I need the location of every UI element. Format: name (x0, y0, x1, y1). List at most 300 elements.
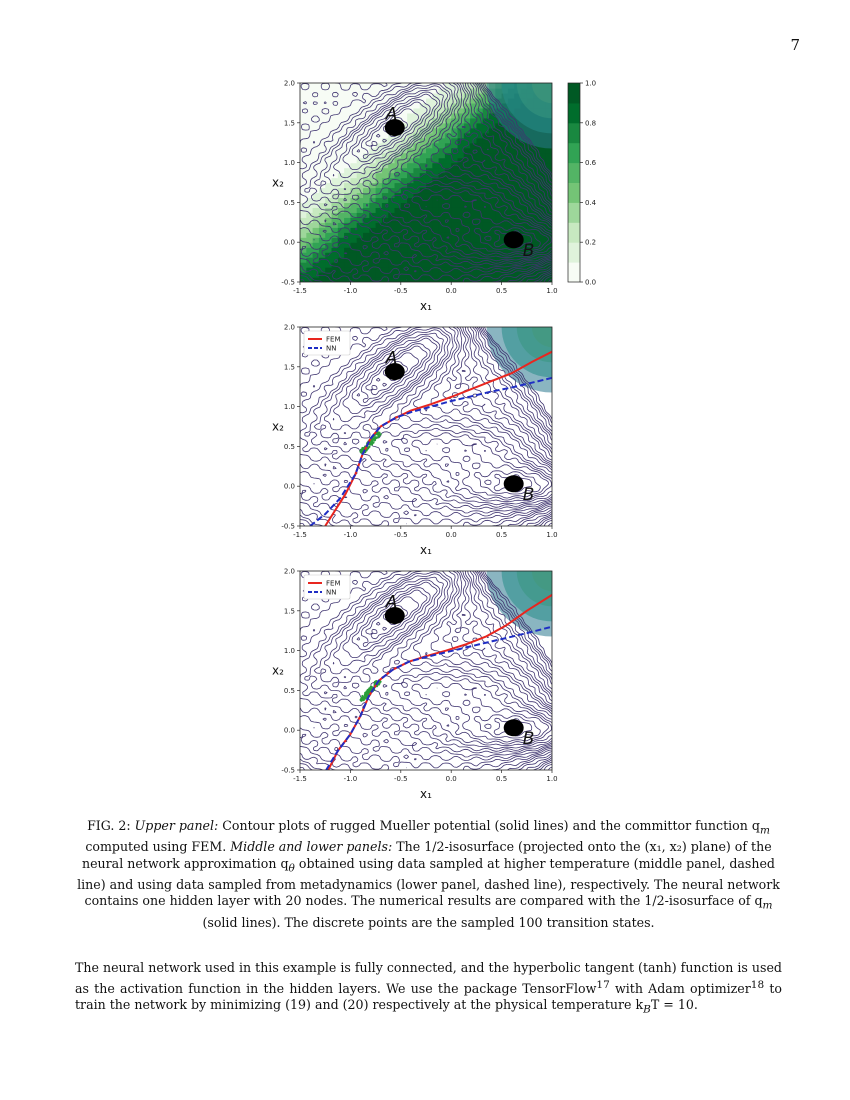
heatmap-cell (439, 138, 446, 144)
colorbar-band (568, 222, 580, 242)
heatmap-cell (470, 128, 477, 134)
heatmap-cell (325, 103, 332, 109)
caption-text-2: computed using FEM. (85, 839, 231, 855)
heatmap-cell (382, 153, 389, 159)
heatmap-cell (451, 197, 458, 203)
heatmap-cell (420, 217, 427, 223)
y-tick-label: -0.5 (281, 522, 295, 531)
heatmap-cell (300, 143, 307, 149)
heatmap-cell (401, 272, 408, 278)
y-tick-label: 2.0 (283, 323, 295, 332)
heatmap-cell (458, 227, 465, 233)
heatmap-cell (426, 262, 433, 268)
x-tick-label: 1.0 (546, 531, 558, 539)
heatmap-cell (350, 242, 357, 248)
x-tick-label: 0.5 (496, 531, 508, 539)
heatmap-cell (376, 183, 383, 189)
heatmap-cell (338, 232, 345, 238)
heatmap-cell (344, 143, 351, 149)
colorbar-tick-label: 0.0 (585, 278, 597, 287)
heatmap-cell (445, 163, 452, 169)
heatmap-cell (350, 173, 357, 179)
heatmap-cell (439, 217, 446, 223)
heatmap-cell (313, 222, 320, 228)
heatmap-cell (319, 262, 326, 268)
heatmap-cell (344, 192, 351, 198)
heatmap-cell (363, 143, 370, 149)
heatmap-cell (426, 158, 433, 164)
heatmap-cell (306, 237, 313, 243)
heatmap-cell (420, 153, 427, 159)
heatmap-cell (445, 262, 452, 268)
heatmap-cell (388, 88, 395, 94)
heatmap-cell (401, 202, 408, 208)
colorbar (568, 80, 597, 287)
heatmap-cell (476, 148, 483, 154)
heatmap-cell (426, 98, 433, 104)
heatmap-cell (445, 148, 452, 154)
heatmap-cell (483, 113, 490, 119)
caption-text-5: (solid lines). The discrete points are the sampled 100 transition states. (202, 914, 655, 930)
heatmap-cell (458, 173, 465, 179)
y-axis-label: x₂ (272, 175, 284, 190)
heatmap-cell (376, 242, 383, 248)
heatmap-cell (306, 207, 313, 213)
heatmap-cell (332, 123, 339, 129)
heatmap-cell (300, 88, 307, 94)
heatmap-cell (508, 148, 515, 154)
transition-state-point (367, 690, 369, 692)
heatmap-cell (470, 227, 477, 233)
heatmap-cell (344, 262, 351, 268)
minimum-b-marker (504, 231, 524, 248)
heatmap-cell (363, 217, 370, 223)
heatmap-cell (338, 197, 345, 203)
heatmap-cell (313, 207, 320, 213)
x-tick-label: -1.0 (343, 287, 358, 295)
heatmap-cell (445, 83, 452, 89)
heatmap-cell (332, 237, 339, 243)
heatmap-cell (325, 232, 332, 238)
minimum-b-marker (504, 719, 524, 736)
heatmap-cell (300, 133, 307, 139)
heatmap-cell (483, 212, 490, 218)
heatmap-cell (514, 217, 521, 223)
upper-panel-chart (250, 74, 610, 314)
heatmap-cell (451, 187, 458, 193)
heatmap-cell (432, 168, 439, 174)
heatmap-cell (451, 272, 458, 278)
heatmap-cell (439, 93, 446, 99)
heatmap-cell (413, 183, 420, 189)
heatmap-cell (432, 232, 439, 238)
x-tick-label: 0.0 (445, 287, 457, 295)
heatmap-cell (470, 212, 477, 218)
heatmap-cell (350, 222, 357, 228)
heatmap-cell (350, 257, 357, 263)
x-tick-label: 0.0 (445, 775, 457, 783)
heatmap-cell (439, 227, 446, 233)
heatmap-cell (325, 237, 332, 243)
heatmap-cell (470, 163, 477, 169)
heatmap-cell (376, 207, 383, 213)
transition-state-point (365, 696, 367, 698)
heatmap-cell (313, 237, 320, 243)
heatmap-cell (325, 128, 332, 134)
heatmap-cell (502, 143, 509, 149)
heatmap-cell (363, 242, 370, 248)
heatmap-cell (439, 212, 446, 218)
heatmap-cell (369, 272, 376, 278)
heatmap-cell (369, 197, 376, 203)
heatmap-cell (502, 247, 509, 253)
heatmap-cell (344, 178, 351, 184)
heatmap-cell (476, 222, 483, 228)
heatmap-cell (483, 143, 490, 149)
heatmap-cell (432, 197, 439, 203)
heatmap-cell (476, 178, 483, 184)
heatmap-cell (502, 212, 509, 218)
transition-state-point (377, 434, 379, 436)
heatmap-cell (476, 143, 483, 149)
figure-caption (75, 818, 782, 931)
caption-label: FIG. 2: (87, 818, 135, 833)
heatmap-cell (332, 173, 339, 179)
heatmap-cell (489, 212, 496, 218)
heatmap-cell (451, 252, 458, 258)
heatmap-cell (300, 118, 307, 124)
transition-state-point (368, 446, 370, 448)
heatmap-cell (395, 207, 402, 213)
heatmap-cell (401, 113, 408, 119)
heatmap-cell (388, 237, 395, 243)
x-tick-label: 0.5 (496, 775, 508, 783)
colorbar-tick-label: 1.0 (585, 79, 597, 88)
heatmap-cell (363, 197, 370, 203)
y-tick-label: 0.0 (283, 726, 295, 735)
heatmap-cell (388, 202, 395, 208)
heatmap-cell (319, 222, 326, 228)
heatmap-cell (432, 88, 439, 94)
heatmap-cell (338, 247, 345, 253)
colorbar-band (568, 83, 580, 103)
x-tick-label: -1.0 (343, 531, 358, 539)
label-a: A (385, 104, 398, 125)
heatmap-cell (395, 197, 402, 203)
heatmap-cell (439, 143, 446, 149)
heatmap-cell (439, 153, 446, 159)
heatmap-cell (470, 138, 477, 144)
x-tick-label: 1.0 (546, 775, 558, 783)
heatmap-cell (483, 257, 490, 263)
heatmap-cell (338, 168, 345, 174)
heatmap-cell (546, 153, 553, 159)
heatmap-cell (451, 133, 458, 139)
heatmap-cell (483, 158, 490, 164)
heatmap-cell (313, 108, 320, 114)
heatmap-cell (495, 272, 502, 278)
heatmap-cell (395, 173, 402, 179)
heatmap-cell (470, 183, 477, 189)
heatmap-cell (464, 217, 471, 223)
heatmap-cell (344, 98, 351, 104)
heatmap-cell (483, 207, 490, 213)
heatmap-cell (382, 262, 389, 268)
heatmap-cell (300, 232, 307, 238)
y-tick-label: 2.0 (283, 79, 295, 88)
caption-text-3: The 1/2-isosurface (projected onto the (x₁, x₂) plane) of the neural network approximation q (81, 839, 772, 871)
heatmap-cell (407, 222, 414, 228)
body-sub-b: B (643, 1003, 651, 1016)
x-tick-label: -1.5 (293, 531, 307, 539)
heatmap-cell (432, 143, 439, 149)
caption-sub-m2: m (762, 899, 773, 912)
heatmap-cell (338, 93, 345, 99)
colorbar-band (568, 103, 580, 123)
x-tick-label: -1.0 (343, 775, 358, 783)
heatmap-cell (470, 118, 477, 124)
heatmap-cell (401, 247, 408, 253)
heatmap-cell (338, 222, 345, 228)
heatmap-cell (332, 252, 339, 258)
heatmap-cell (313, 93, 320, 99)
heatmap-cell (476, 237, 483, 243)
heatmap-cell (470, 237, 477, 243)
y-tick-label: 1.0 (283, 403, 295, 412)
transition-state-point (375, 437, 377, 439)
heatmap-cell (363, 237, 370, 243)
heatmap-cell (369, 88, 376, 94)
heatmap-cell (332, 178, 339, 184)
y-tick-label: 2.0 (283, 567, 295, 576)
heatmap-cell (350, 252, 357, 258)
heatmap-cell (426, 148, 433, 154)
heatmap-cell (439, 202, 446, 208)
heatmap-cell (313, 247, 320, 253)
caption-upper-label: Upper panel: (134, 818, 219, 833)
heatmap-cell (413, 207, 420, 213)
label-a: A (385, 348, 398, 369)
heatmap-cell (395, 247, 402, 253)
heatmap-cell (445, 197, 452, 203)
heatmap-cell (350, 183, 357, 189)
y-tick-label: 0.0 (283, 482, 295, 491)
heatmap-cell (300, 252, 307, 258)
heatmap-cell (470, 153, 477, 159)
heatmap-cell (344, 168, 351, 174)
y-tick-label: -0.5 (281, 766, 295, 775)
heatmap-cell (413, 103, 420, 109)
heatmap-cell (395, 183, 402, 189)
heatmap-cell (401, 212, 408, 218)
heatmap-cell (432, 133, 439, 139)
heatmap-cell (376, 192, 383, 198)
legend (304, 331, 350, 355)
heatmap-cell (451, 118, 458, 124)
heatmap-cell (476, 108, 483, 114)
heatmap-cell (458, 108, 465, 114)
colorbar-tick-label: 0.8 (585, 119, 597, 128)
figure-lower-panel (250, 562, 610, 802)
label-b: B (522, 240, 535, 261)
heatmap-cell (338, 98, 345, 104)
heatmap-cell (306, 143, 313, 149)
heatmap-cell (332, 108, 339, 114)
heatmap-cell (300, 212, 307, 218)
heatmap-cell (451, 207, 458, 213)
heatmap-cell (300, 113, 307, 119)
heatmap-cell (407, 232, 414, 238)
figure-middle-panel (250, 318, 610, 558)
colorbar-tick-label: 0.4 (585, 198, 597, 207)
caption-sub-m: m (759, 824, 770, 837)
legend-label-fem: FEM (326, 335, 341, 344)
heatmap-cell (344, 247, 351, 253)
x-tick-label: -1.5 (293, 775, 307, 783)
heatmap-cell (413, 237, 420, 243)
heatmap-cell (395, 237, 402, 243)
heatmap-cell (546, 247, 553, 253)
legend (304, 575, 350, 599)
heatmap-cell (458, 202, 465, 208)
heatmap-cell (451, 202, 458, 208)
heatmap-cell (350, 163, 357, 169)
heatmap-cell (369, 192, 376, 198)
legend-label-nn: NN (326, 344, 337, 353)
heatmap-cell (363, 262, 370, 268)
heatmap-cell (313, 242, 320, 248)
ref-17: 17 (596, 978, 610, 991)
heatmap-cell (426, 212, 433, 218)
heatmap-cell (527, 192, 534, 198)
x-tick-label: -1.5 (293, 287, 307, 295)
heatmap-cell (382, 252, 389, 258)
legend-label-nn: NN (326, 588, 337, 597)
colorbar-tick-label: 0.6 (585, 159, 597, 168)
heatmap-cell (344, 93, 351, 99)
y-axis-label: x₂ (272, 663, 284, 678)
heatmap-cell (313, 192, 320, 198)
heatmap-cell (369, 222, 376, 228)
x-tick-label: -0.5 (393, 531, 408, 539)
heatmap-cell (426, 202, 433, 208)
y-tick-label: 1.5 (283, 363, 295, 372)
heatmap-cell (306, 232, 313, 238)
plot-area (300, 74, 610, 283)
heatmap-cell (350, 207, 357, 213)
heatmap-cell (476, 202, 483, 208)
heatmap-cell (300, 93, 307, 99)
heatmap-cell (376, 163, 383, 169)
heatmap-cell (313, 118, 320, 124)
heatmap-cell (413, 272, 420, 278)
heatmap-cell (413, 222, 420, 228)
heatmap-cell (382, 217, 389, 223)
heatmap-cell (344, 108, 351, 114)
heatmap-cell (369, 93, 376, 99)
heatmap-cell (369, 257, 376, 263)
heatmap-cell (313, 272, 320, 278)
heatmap-cell (300, 128, 307, 134)
heatmap-cell (338, 163, 345, 169)
heatmap-cell (350, 108, 357, 114)
heatmap-cell (306, 158, 313, 164)
caption-middle-lower-label: Middle and lower panels: (230, 839, 393, 855)
y-tick-label: 0.5 (283, 686, 295, 695)
heatmap-cell (451, 222, 458, 228)
heatmap-cell (300, 222, 307, 228)
page-number: 7 (790, 36, 800, 54)
heatmap-cell (325, 267, 332, 273)
heatmap-cell (483, 222, 490, 228)
x-axis-label: x₁ (420, 543, 432, 557)
heatmap-cell (432, 222, 439, 228)
x-tick-label: 0.5 (496, 287, 508, 295)
heatmap-cell (382, 267, 389, 273)
caption-text-4: obtained using data sampled at higher temperature (middle panel, dashed line) and using data sampled from metadynamics (lower panel, dashed line), respectively. The neural network contains one hidden layer with 20 nodes. The numerical results are compared with the 1/2-isosurface of q (77, 855, 780, 909)
heatmap-cell (338, 207, 345, 213)
heatmap-cell (413, 113, 420, 119)
legend-label-fem: FEM (326, 579, 341, 588)
heatmap-cell (344, 267, 351, 273)
heatmap-cell (306, 173, 313, 179)
ref-18: 18 (750, 978, 765, 991)
heatmap-cell (539, 148, 546, 154)
heatmap-cell (451, 212, 458, 218)
heatmap-cell (319, 128, 326, 134)
x-tick-label: 0.0 (445, 531, 457, 539)
heatmap-cell (483, 148, 490, 154)
heatmap-cell (489, 202, 496, 208)
heatmap-cell (363, 83, 370, 89)
y-tick-label: 1.0 (283, 647, 295, 656)
heatmap-cell (357, 252, 364, 258)
y-tick-label: 1.5 (283, 119, 295, 128)
lower-panel-chart (250, 562, 610, 802)
heatmap-cell (527, 178, 534, 184)
heatmap-cell (306, 242, 313, 248)
x-tick-label: -0.5 (393, 775, 408, 783)
heatmap-cell (325, 252, 332, 258)
heatmap-cell (426, 187, 433, 193)
heatmap-cell (388, 252, 395, 258)
transition-state-point (371, 443, 373, 445)
heatmap-cell (325, 222, 332, 228)
y-tick-label: 1.5 (283, 607, 295, 616)
heatmap-cell (350, 178, 357, 184)
heatmap-cell (413, 197, 420, 203)
heatmap-cell (395, 267, 402, 273)
heatmap-cell (476, 118, 483, 124)
heatmap-cell (420, 178, 427, 184)
heatmap-cell (470, 202, 477, 208)
heatmap-cell (395, 257, 402, 263)
heatmap-cell (420, 158, 427, 164)
heatmap-cell (300, 262, 307, 268)
heatmap-cell (319, 163, 326, 169)
y-tick-label: 1.0 (283, 159, 295, 168)
heatmap-cell (306, 98, 313, 104)
colorbar-band (568, 163, 580, 183)
colorbar-band (568, 242, 580, 262)
body-text-4: T = 10. (650, 997, 698, 1013)
heatmap-cell (313, 202, 320, 208)
heatmap-cell (325, 93, 332, 99)
heatmap-cell (432, 202, 439, 208)
heatmap-cell (369, 267, 376, 273)
body-text-3: to train the network by minimizing (19) and (20) respectively at the physical temperature k (75, 980, 782, 1013)
body-text-2: with Adam optimizer (609, 980, 751, 996)
